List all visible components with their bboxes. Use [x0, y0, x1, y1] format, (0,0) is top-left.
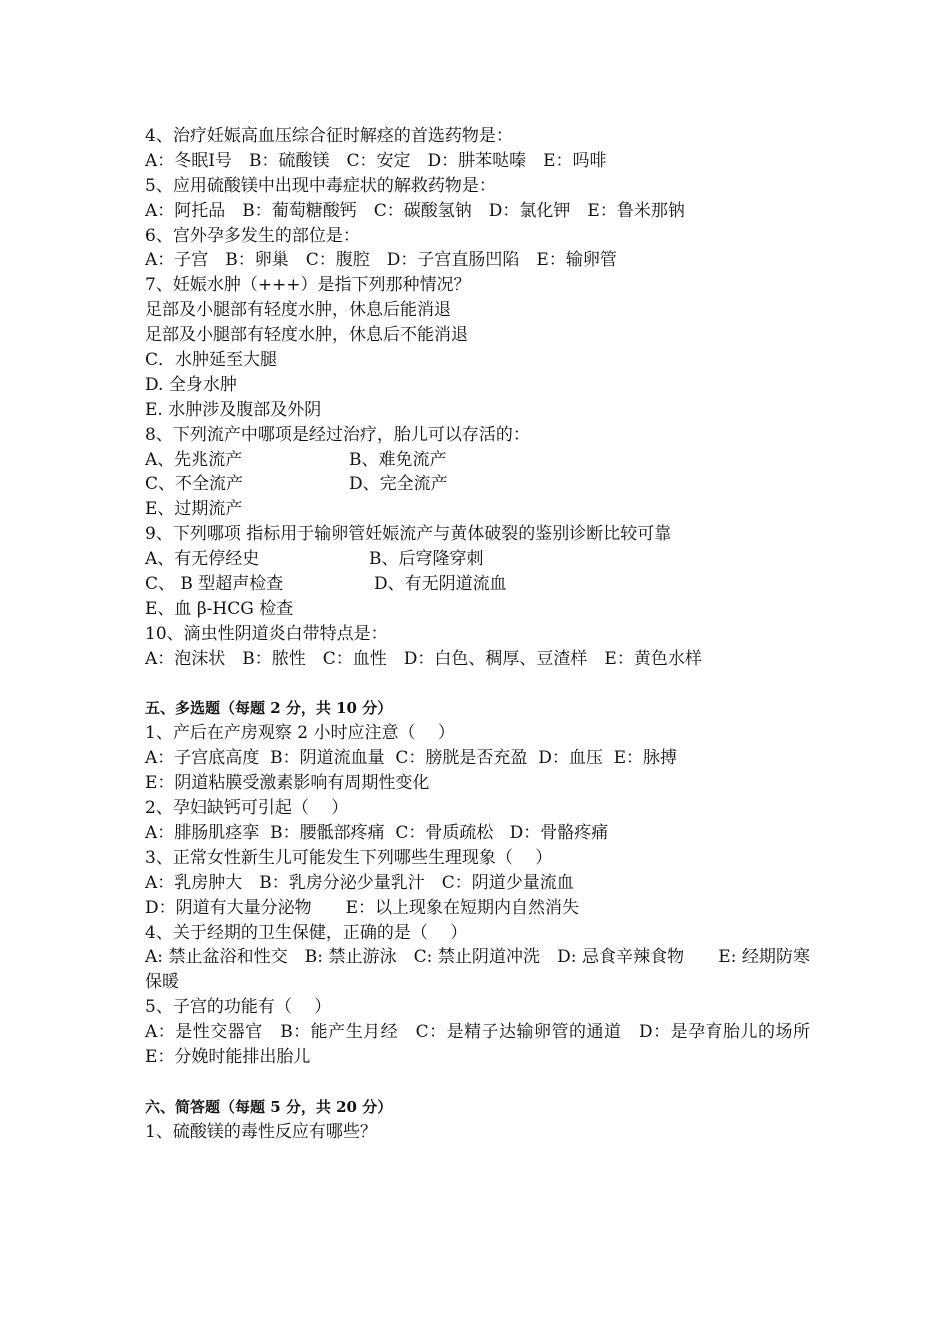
- q9-options-row: [145, 547, 950, 572]
- q8-options-row: [145, 472, 950, 497]
- q9-options-row: [145, 572, 950, 597]
- sq1-stem: 1、硫酸镁的毒性反应有哪些？: [145, 1121, 377, 1142]
- q8-options-row: [145, 448, 950, 473]
- mq3-options: A：乳房肿大 B：乳房分泌少量乳汁 C：阴道少量流血: [145, 872, 574, 893]
- mq5-options: A：是性交器官 B：能产生月经 C：是精子达输卵管的通道 D：是孕育胎儿的场所 E：分娩时能排出胎儿: [145, 1022, 827, 1067]
- q4-stem: 4、治疗妊娠高血压综合征时解痉的首选药物是：: [145, 126, 513, 146]
- q9-stem: 9、下列哪项 指标用于输卵管妊娠流产与黄体破裂的鉴别诊断比较可靠: [145, 524, 672, 545]
- mq3-options-cont: D：阴道有大量分泌物 E：以上现象在短期内自然消失: [145, 897, 580, 918]
- q10-stem: 10、滴虫性阴道炎白带特点是：: [145, 623, 388, 644]
- mq4-options: A: 禁止盆浴和性交 B: 禁止游泳 C: 禁止阴道冲洗 D: 忌食辛辣食物 E: 经期防寒保暖: [145, 947, 810, 993]
- q9-option-e: E、血 β-HCG 检查: [145, 598, 294, 619]
- q5-stem: 5、应用硫酸镁中出现中毒症状的解救药物是：: [145, 175, 496, 196]
- q9-option-d: D、有无阴道流血: [374, 574, 507, 595]
- q6-options: A：子宫 B：卵巢 C：腹腔 D：子宫直肠凹陷 E：输卵管: [145, 250, 617, 271]
- q7-option: 足部及小腿部有轻度水肿，休息后能消退: [145, 300, 451, 321]
- q10-options: A：泡沫状 B：脓性 C：血性 D：白色、稠厚、豆渣样 E：黄色水样: [145, 648, 702, 669]
- spacer: [145, 1070, 950, 1095]
- mq1-options: A：子宫底高度 B：阴道流血量 C：膀胱是否充盈 D：血压 E：脉搏: [145, 748, 678, 769]
- q9-option-a: A、有无停经史: [145, 549, 260, 570]
- mq1-options-cont: E：阴道粘膜受激素影响有周期性变化: [145, 773, 430, 794]
- q9-option-c: C、 B 型超声检查: [145, 574, 284, 595]
- q6-stem: 6、宫外孕多发生的部位是：: [145, 225, 360, 246]
- section5-heading: 五、多选题（每题 2 分，共 10 分）: [145, 699, 393, 718]
- q7-option: 足部及小腿部有轻度水肿，休息后不能消退: [145, 325, 468, 346]
- q8-option-a: A、先兆流产: [145, 449, 243, 470]
- q8-option-d: D、完全流产: [349, 474, 448, 495]
- q7-option: D. 全身水肿: [145, 374, 237, 395]
- mq5-stem: 5、子宫的功能有（ ）: [145, 997, 332, 1018]
- q8-stem: 8、下列流产中哪项是经过治疗，胎儿可以存活的：: [145, 424, 530, 445]
- mq1-stem: 1、产后在产房观察 2 小时应注意（ ）: [145, 723, 455, 744]
- q7-option: C．水肿延至大腿: [145, 350, 278, 371]
- q7-option: E. 水肿涉及腹部及外阴: [145, 399, 322, 420]
- q4-options: A：冬眠Ⅰ号 B：硫酸镁 C：安定 D：肼苯哒嗪 E：吗啡: [145, 150, 607, 171]
- section6-heading: 六、简答题（每题 5 分，共 20 分）: [145, 1097, 393, 1116]
- mq2-options: A：腓肠肌痉挛 B：腰骶部疼痛 C：骨质疏松 D：骨骼疼痛: [145, 822, 609, 843]
- mq3-stem: 3、正常女性新生儿可能发生下列哪些生理现象（ ）: [145, 847, 553, 868]
- q8-option-b: B、难免流产: [349, 449, 447, 470]
- q9-option-b: B、后穹隆穿刺: [369, 549, 484, 570]
- q7-stem: 7、妊娠水肿（+++）是指下列那种情况？: [145, 275, 471, 296]
- q5-options: A：阿托品 B：葡萄糖酸钙 C：碳酸氢钠 D：氯化钾 E：鲁米那钠: [145, 200, 685, 221]
- q8-option-e: E、过期流产: [145, 499, 243, 520]
- spacer: [145, 672, 950, 697]
- q8-option-c: C、不全流产: [145, 474, 244, 495]
- mq2-stem: 2、孕妇缺钙可引起（ ）: [145, 798, 349, 819]
- mq4-stem: 4、关于经期的卫生保健，正确的是（ ）: [145, 922, 468, 943]
